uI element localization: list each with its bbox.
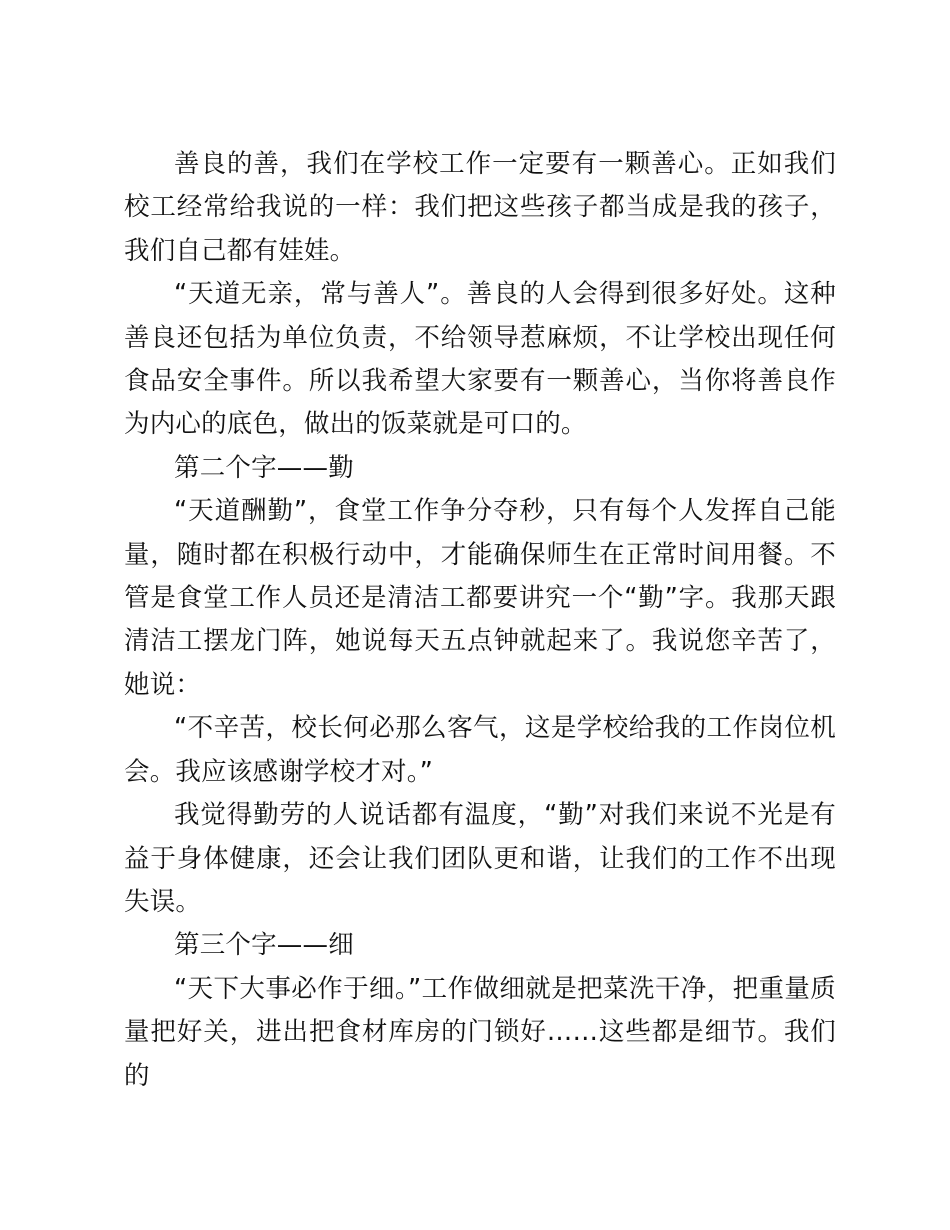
paragraph-diligence-reflection: 我觉得勤劳的人说话都有温度，“勤”对我们来说不光是有益于身体健康，还会让我们团队更和谐，让我们的工作不出现失误。 bbox=[124, 800, 836, 917]
paragraph-detail: “天下大事必作于细。”工作做细就是把菜洗干净，把重量质量把好关，进出把食材库房的门锁好……这些都是细节。我们的 bbox=[124, 973, 836, 1091]
document-body bbox=[124, 143, 836, 1098]
paragraph-kindness-quote: “天道无亲，常与善人”。善良的人会得到很多好处。这种善良还包括为单位负责，不给领导惹麻烦，不让学校出现任何食品安全事件。所以我希望大家要有一颗善心，当你将善良作为内心的底色，做出的饭菜就是可口的。 bbox=[124, 279, 836, 440]
paragraph-cleaner-quote: “不辛苦，校长何必那么客气，这是学校给我的工作岗位机会。我应该感谢学校才对。” bbox=[124, 713, 836, 787]
section-heading-detail: 第三个字——细 bbox=[174, 930, 354, 961]
paragraph-kindness: 善良的善，我们在学校工作一定要有一颗善心。正如我们校工经常给我说的一样：我们把这些孩子都当成是我的孩子，我们自己都有娃娃。 bbox=[124, 149, 836, 266]
paragraph-diligence: “天道酬勤”，食堂工作争分夺秒，只有每个人发挥自己能量，随时都在积极行动中，才能确保师生在正常时间用餐。不管是食堂工作人员还是清洁工都要讲究一个“勤”字。我那天跟清洁工摆龙门阵，她说每天五点钟就起来了。我说您辛苦了，她说： bbox=[124, 496, 836, 700]
section-heading-diligence: 第二个字——勤 bbox=[174, 452, 354, 483]
